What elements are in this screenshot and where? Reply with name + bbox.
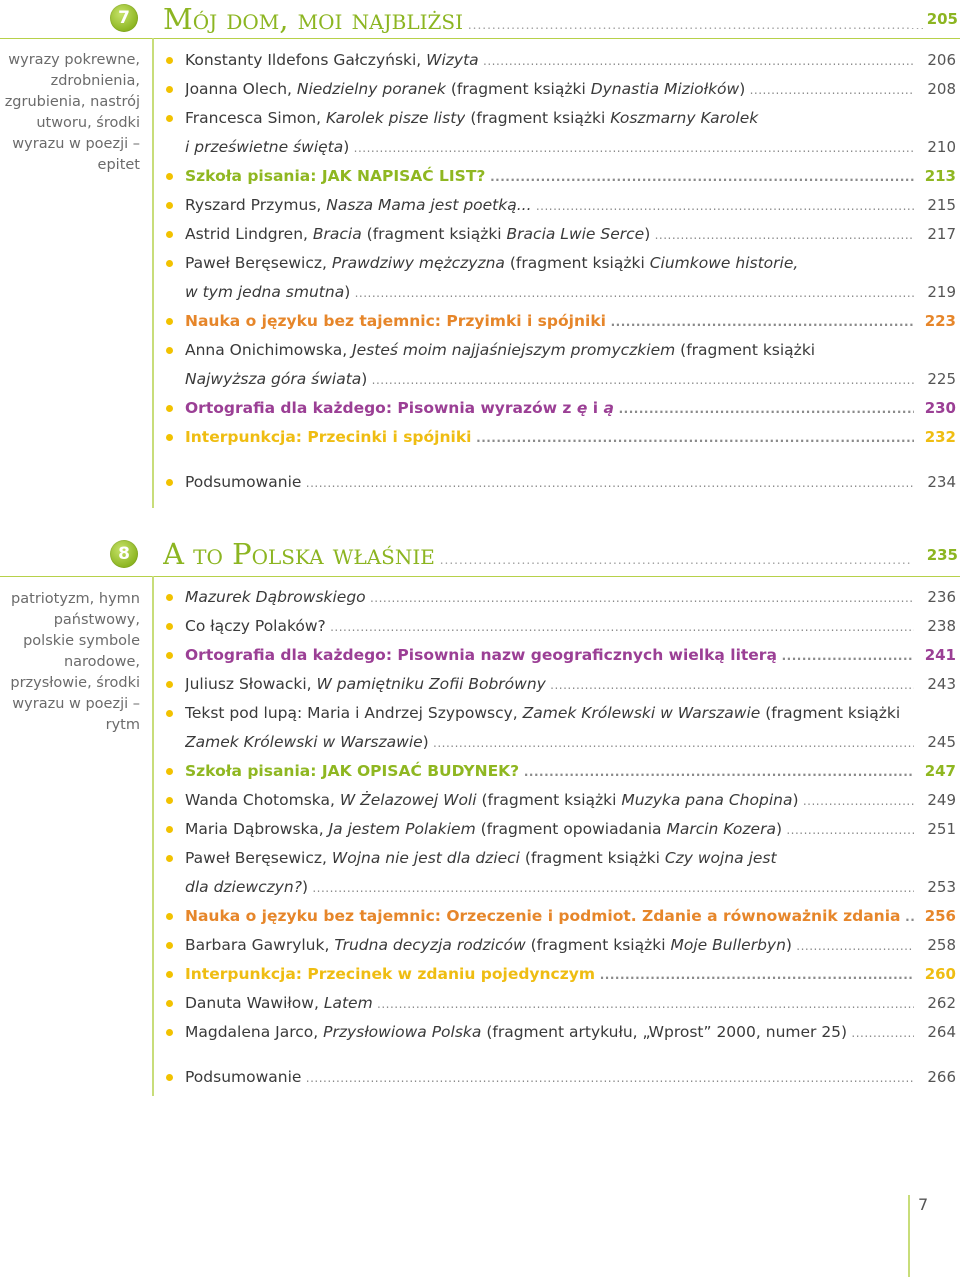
entry-text-part: Zamek Królewski w Warszawie	[522, 704, 761, 722]
entry-text-part: Paweł Beręsewicz,	[185, 254, 332, 272]
entry-title	[185, 960, 914, 990]
entry-text-part: Interpunkcja: Przecinek w zdaniu pojedynczym	[185, 965, 596, 983]
entry-text-part: (fragment książki	[504, 254, 650, 272]
toc-list	[162, 46, 958, 497]
toc-entry[interactable]	[162, 699, 958, 757]
toc-line	[162, 902, 958, 931]
entry-page-number: 230	[924, 399, 956, 417]
entry-text-part: Wanda Chotomska,	[185, 791, 340, 809]
entry-text-part: Bracia Lwie Serce	[506, 225, 645, 243]
toc-line	[162, 1018, 958, 1047]
entry-text-part: Ciumkowe historie,	[649, 254, 799, 272]
entry-page-number: 258	[927, 936, 956, 954]
toc-line	[162, 104, 958, 133]
toc-line	[162, 583, 958, 612]
bullet-icon	[166, 479, 173, 486]
entry-page-number: 253	[927, 878, 956, 896]
toc-entry[interactable]	[162, 162, 958, 191]
toc-line	[162, 468, 958, 497]
toc-entry[interactable]	[162, 670, 958, 699]
entry-page-number: 241	[924, 646, 956, 664]
bullet-icon	[166, 115, 173, 122]
entry-page-number: 232	[924, 428, 956, 446]
entry-text-part: W Żelazowej Woli	[339, 791, 477, 809]
entry-text-part: Latem	[323, 994, 373, 1012]
toc-line	[162, 162, 958, 191]
entry-page-number: 249	[927, 791, 956, 809]
entry-page-number: 213	[924, 167, 956, 185]
entry-text-part: (fragment książki	[476, 791, 622, 809]
toc-entry[interactable]	[162, 1018, 958, 1047]
entry-text-part: Najwyższa góra świata	[185, 370, 362, 388]
entry-text-part: Podsumowanie	[185, 1068, 302, 1086]
entry-text-part: Nauka o języku bez tajemnic: Przyimki i spójniki	[185, 312, 606, 330]
entry-text-part: )	[422, 733, 429, 751]
toc-line	[162, 191, 958, 220]
entry-title-continued	[185, 133, 914, 163]
toc-line	[162, 844, 958, 873]
bullet-icon	[166, 913, 173, 920]
entry-title	[185, 699, 914, 728]
entry-title	[185, 786, 914, 816]
entry-text-part: dla dziewczyn?	[185, 878, 302, 896]
chapter-page: 205	[910, 10, 958, 28]
entry-title	[185, 191, 914, 221]
toc-entry[interactable]	[162, 612, 958, 641]
toc-line	[162, 612, 958, 641]
toc-entry[interactable]	[162, 583, 958, 612]
entry-page-number: 225	[927, 370, 956, 388]
entry-text-part: Marcin Kozera	[666, 820, 776, 838]
entry-text-part: Wojna nie jest dla dzieci	[331, 849, 520, 867]
entry-title	[185, 307, 914, 337]
toc-entry[interactable]	[162, 307, 958, 336]
entry-text-part: (fragment książki	[675, 341, 816, 359]
toc-line	[162, 75, 958, 104]
entry-text-part: )	[775, 820, 783, 838]
entry-text-part: )	[344, 283, 351, 301]
entry-text-part: Karolek pisze listy	[325, 109, 466, 127]
entry-text-part: i prześwietne święta	[185, 138, 344, 156]
entry-text-part: (fragment artykułu, „Wprost” 2000, numer 25)	[481, 1023, 848, 1041]
entry-text-part: Paweł Beręsewicz,	[185, 849, 332, 867]
bullet-icon	[166, 86, 173, 93]
entry-text-part: (fragment książki	[361, 225, 507, 243]
bullet-icon	[166, 405, 173, 412]
entry-text-part: Tekst pod lupą: Maria i Andrzej Szypowscy,	[185, 704, 523, 722]
entry-text-part: Joanna Olech,	[185, 80, 297, 98]
toc-entry[interactable]	[162, 989, 958, 1018]
entry-page-number: 234	[927, 473, 956, 491]
entry-text-part: Moje Bullerbyn	[670, 936, 786, 954]
entry-text-part: Ja jestem Polakiem	[328, 820, 476, 838]
bullet-icon	[166, 797, 173, 804]
entry-text-part: )	[739, 80, 746, 98]
chapter-title: A to Polska właśnie .....	[163, 537, 923, 571]
entry-page-number: 210	[927, 138, 956, 156]
entry-text-part: Zamek Królewski w Warszawie	[185, 733, 423, 751]
bullet-icon	[166, 318, 173, 325]
entry-page-number: 264	[927, 1023, 956, 1041]
entry-title-continued	[185, 728, 914, 758]
entry-text-part: Mazurek Dąbrowskiego	[185, 588, 366, 606]
toc-line	[162, 728, 958, 757]
toc-entry[interactable]	[162, 336, 958, 394]
bullet-icon	[166, 1000, 173, 1007]
toc-line	[162, 394, 958, 423]
entry-text-part: (fragment książki	[760, 704, 901, 722]
entry-text-part: (fragment książki	[445, 80, 591, 98]
entry-page-number: 247	[924, 762, 956, 780]
toc-line	[162, 670, 958, 699]
bullet-icon	[166, 942, 173, 949]
toc-line	[162, 336, 958, 365]
entry-title	[185, 757, 914, 787]
entry-text-part: Interpunkcja: Przecinki i spójniki	[185, 428, 472, 446]
entry-text-part: Szkoła pisania: JAK NAPISAĆ LIST?	[185, 167, 486, 185]
toc-entry[interactable]	[162, 394, 958, 423]
divider	[152, 38, 154, 508]
bullet-icon	[166, 173, 173, 180]
bullet-icon	[166, 260, 173, 267]
entry-text-part: Nauka o języku bez tajemnic: Orzeczenie i podmiot. Zdanie a równoważnik zdania	[185, 907, 901, 925]
toc-entry[interactable]	[162, 786, 958, 815]
toc-line	[162, 1063, 958, 1092]
entry-text-part: )	[644, 225, 651, 243]
toc-line	[162, 960, 958, 989]
entry-text-part: Dynastia Miziołków	[590, 80, 740, 98]
entry-title	[185, 220, 914, 250]
entry-text-part: Wizyta	[426, 51, 479, 69]
entry-page-number: 251	[927, 820, 956, 838]
toc-line	[162, 423, 958, 452]
bullet-icon	[166, 594, 173, 601]
chapter-number-badge: 8	[110, 540, 138, 568]
toc-line	[162, 278, 958, 307]
entry-title	[185, 931, 914, 961]
bullet-icon	[166, 1029, 173, 1036]
entry-text-part: Ortografia dla każdego: Pisownia wyrazów z	[185, 399, 577, 417]
toc-entry[interactable]	[162, 902, 958, 931]
entry-text-part: W pamiętniku Zofii Bobrówny	[316, 675, 546, 693]
toc-entry[interactable]	[162, 220, 958, 249]
entry-page-number: 217	[927, 225, 956, 243]
entry-text-part: Juliusz Słowacki,	[185, 675, 317, 693]
toc-entry[interactable]	[162, 75, 958, 104]
bullet-icon	[166, 826, 173, 833]
entry-title	[185, 902, 914, 932]
entry-page-number: 208	[927, 80, 956, 98]
entry-text-part: Ryszard Przymus,	[185, 196, 327, 214]
entry-text-part: Niedzielny poranek	[296, 80, 446, 98]
entry-text-part: Koszmarny Karolek	[610, 109, 759, 127]
entry-text-part: Magdalena Jarco,	[185, 1023, 324, 1041]
entry-page-number: 243	[927, 675, 956, 693]
toc-entry[interactable]	[162, 46, 958, 75]
toc-line	[162, 815, 958, 844]
entry-text-part: (fragment książki	[465, 109, 611, 127]
toc-line	[162, 307, 958, 336]
entry-text-part: Co łączy Polaków?	[185, 617, 326, 635]
entry-text-part: Anna Onichimowska,	[185, 341, 353, 359]
bullet-icon	[166, 971, 173, 978]
entry-page-number: 245	[927, 733, 956, 751]
entry-text-part: (fragment opowiadania	[475, 820, 667, 838]
toc-entry[interactable]	[162, 931, 958, 960]
entry-text-part: (fragment książki	[520, 849, 665, 867]
toc-entry[interactable]	[162, 815, 958, 844]
entry-title	[185, 468, 914, 498]
entry-title-continued	[185, 365, 914, 395]
page-number: 7	[918, 1195, 929, 1214]
divider	[152, 576, 960, 577]
toc-entry[interactable]	[162, 468, 958, 497]
divider	[0, 38, 152, 39]
entry-text-part: )	[361, 370, 368, 388]
entry-title	[185, 423, 914, 453]
spacer	[162, 452, 958, 468]
entry-text-part: )	[301, 878, 309, 896]
chapter-topics: wyrazy pokrewne, zdrobnienia, zgrubienia, nastrój utworu, środki wyrazu w poezji – epitet	[4, 52, 140, 173]
bullet-icon	[166, 855, 173, 862]
bullet-icon	[166, 434, 173, 441]
entry-text-part: Astrid Lindgren,	[185, 225, 313, 243]
divider	[152, 576, 154, 1096]
bullet-icon	[166, 652, 173, 659]
toc-list	[162, 583, 958, 1092]
toc-entry[interactable]	[162, 1063, 958, 1092]
chapter-title: Mój dom, moi najbliżsi .....	[163, 2, 923, 36]
spacer	[162, 1047, 958, 1063]
entry-text-part: Konstanty Ildefons Gałczyński,	[185, 51, 427, 69]
entry-title	[185, 1018, 914, 1048]
chapter-number-badge: 7	[110, 4, 138, 32]
bullet-icon	[166, 231, 173, 238]
entry-text-part: Czy wojna jest	[664, 849, 777, 867]
entry-page-number: 206	[927, 51, 956, 69]
entry-title	[185, 641, 914, 671]
entry-text-part: )	[343, 138, 350, 156]
entry-title	[185, 1063, 914, 1093]
entry-text-part: Prawdziwy mężczyzna	[331, 254, 505, 272]
entry-text-part: Ortografia dla każdego: Pisownia nazw geograficznych wielką literą	[185, 646, 777, 664]
entry-text-part: Barbara Gawryluk,	[185, 936, 335, 954]
divider	[0, 576, 152, 577]
bullet-icon	[166, 57, 173, 64]
entry-text-part: Trudna decyzja rodziców	[334, 936, 526, 954]
bullet-icon	[166, 347, 173, 354]
toc-line	[162, 786, 958, 815]
entry-title	[185, 104, 914, 133]
entry-title	[185, 46, 914, 76]
entry-text-part: w tym jedna smutna	[185, 283, 345, 301]
entry-page-number: 215	[927, 196, 956, 214]
toc-entry[interactable]	[162, 960, 958, 989]
entry-page-number: 266	[927, 1068, 956, 1086]
toc-entry[interactable]	[162, 641, 958, 670]
toc-entry[interactable]	[162, 249, 958, 307]
entry-title	[185, 162, 914, 192]
toc-line	[162, 757, 958, 786]
entry-page-number: 236	[927, 588, 956, 606]
entry-text-part: Muzyka pana Chopina	[621, 791, 793, 809]
footer-divider	[908, 1195, 910, 1277]
toc-line	[162, 249, 958, 278]
entry-text-part: Nasza Mama jest poetką...	[326, 196, 532, 214]
entry-text-part: Francesca Simon,	[185, 109, 326, 127]
entry-title	[185, 75, 914, 105]
entry-title	[185, 670, 914, 700]
toc-line	[162, 220, 958, 249]
toc-entry[interactable]	[162, 844, 958, 902]
entry-title	[185, 394, 914, 424]
bullet-icon	[166, 1074, 173, 1081]
entry-text-part: Szkoła pisania: JAK OPISAĆ BUDYNEK?	[185, 762, 520, 780]
entry-text-part: ą	[603, 399, 614, 417]
entry-title-continued	[185, 873, 914, 903]
bullet-icon	[166, 710, 173, 717]
entry-title	[185, 612, 914, 642]
entry-text-part: (fragment książki	[525, 936, 671, 954]
bullet-icon	[166, 768, 173, 775]
entry-page-number: 238	[927, 617, 956, 635]
entry-text-part: i	[587, 399, 604, 417]
entry-text-part: Jesteś moim najjaśniejszym promyczkiem	[352, 341, 676, 359]
entry-text-part: Podsumowanie	[185, 473, 302, 491]
toc-entry[interactable]	[162, 423, 958, 452]
toc-line	[162, 133, 958, 162]
entry-text-part: Przysłowiowa Polska	[323, 1023, 482, 1041]
entry-text-part: )	[785, 936, 792, 954]
toc-entry[interactable]	[162, 757, 958, 786]
entry-page-number: 223	[924, 312, 956, 330]
divider	[152, 38, 960, 39]
toc-line	[162, 365, 958, 394]
bullet-icon	[166, 623, 173, 630]
toc-entry[interactable]	[162, 104, 958, 162]
entry-title	[185, 989, 914, 1019]
entry-title	[185, 336, 914, 365]
entry-page-number: 260	[924, 965, 956, 983]
entry-title	[185, 815, 914, 845]
entry-title	[185, 844, 914, 873]
toc-line	[162, 873, 958, 902]
entry-text-part: ę	[576, 399, 588, 417]
entry-page-number: 219	[927, 283, 956, 301]
bullet-icon	[166, 202, 173, 209]
toc-line	[162, 641, 958, 670]
entry-title-continued	[185, 278, 914, 308]
toc-line	[162, 989, 958, 1018]
entry-text-part: Danuta Wawiłow,	[185, 994, 324, 1012]
toc-line	[162, 931, 958, 960]
bullet-icon	[166, 681, 173, 688]
entry-text-part: Maria Dąbrowska,	[185, 820, 329, 838]
entry-title	[185, 249, 914, 278]
entry-page-number: 256	[924, 907, 956, 925]
entry-page-number: 262	[927, 994, 956, 1012]
toc-entry[interactable]	[162, 191, 958, 220]
entry-title	[185, 583, 914, 613]
chapter-topics: patriotyzm, hymn państwowy, polskie symbole narodowe, przysłowie, środki wyrazu w poezji – rytm	[10, 591, 140, 733]
entry-text-part: )	[792, 791, 799, 809]
toc-line	[162, 46, 958, 75]
entry-text-part: Bracia	[312, 225, 362, 243]
toc-line	[162, 699, 958, 728]
chapter-page: 235	[910, 546, 958, 564]
